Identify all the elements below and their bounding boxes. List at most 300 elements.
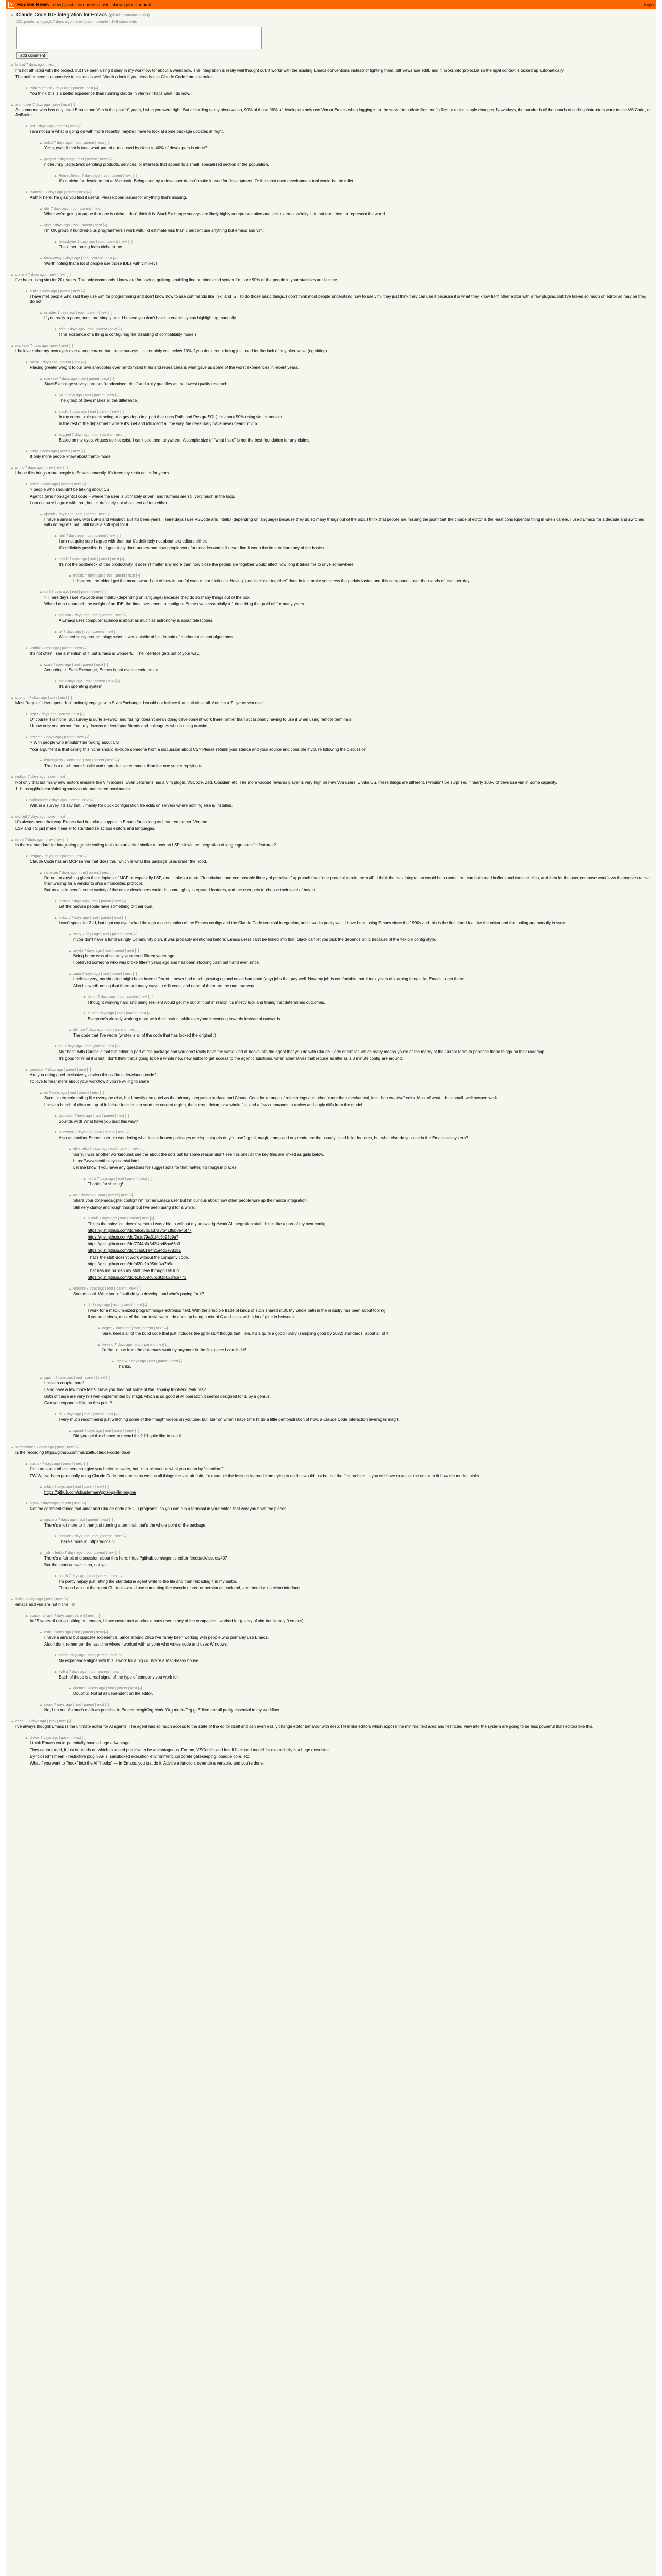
comment-upvote-icon[interactable]: ▲ bbox=[25, 1614, 28, 1618]
comment-upvote-icon[interactable]: ▲ bbox=[10, 344, 14, 348]
comment-header[interactable]: pbt 7 days ago | root | parent | next [–] bbox=[59, 680, 120, 683]
comment-paragraph: There's a fair bit of discussion about this here: https://github.com/agentic-editor-feedback/issues/407 bbox=[44, 1556, 227, 1561]
comment-upvote-icon[interactable]: ▲ bbox=[97, 1343, 101, 1347]
comment-text bbox=[15, 701, 652, 706]
comment-text bbox=[73, 977, 652, 989]
comment-header[interactable]: xvilka 7 days ago | root | parent | next [–] bbox=[59, 1670, 124, 1674]
comment-upvote-icon[interactable]: ▲ bbox=[68, 949, 72, 953]
comment-link[interactable]: https://gist.github.com/dc/e1f5c09c8bc3f1b02d4ce773 bbox=[88, 1275, 187, 1280]
comment-header[interactable]: thinkmorenoit 7 days ago | parent | next [–] bbox=[30, 87, 98, 90]
comment-paragraph: In my current role (contracting at a gov dept) in a part that uses Rails and PostgreSQL) it's about 50% using vim or neovim. bbox=[59, 415, 284, 419]
comment-upvote-icon[interactable]: ▲ bbox=[10, 273, 14, 277]
comment-header[interactable]: djrvos 7 days ago | parent | next [–] bbox=[30, 1736, 87, 1740]
comment-paragraph: While we're going to argue that one is niche, I don't think it is. StackExchange surveys are likely highly unrepresentative and lack external validity. I do not trust them to represent the world. bbox=[44, 212, 386, 216]
comment-upvote-icon[interactable]: ▲ bbox=[54, 1535, 57, 1538]
comment bbox=[10, 972, 652, 990]
comment bbox=[10, 1445, 652, 1457]
comment-link[interactable]: https://gist.github.com/dc/e8ce3d5ad7a3fb41ff5b8e4bf77 bbox=[88, 1228, 192, 1233]
comment-header[interactable]: theerw 7 days ago | root | parent | next [–] bbox=[117, 1360, 184, 1363]
comment-header[interactable]: alexw 7 days ago | parent | next [–] bbox=[30, 1502, 86, 1505]
comment-link[interactable]: https://gist.github.com/dc/bf20e1a95ddf4a7a9e bbox=[88, 1262, 174, 1266]
comment-header[interactable]: elimmeku 7 days ago | root | parent | next [–] bbox=[73, 1147, 145, 1151]
comment-indent bbox=[10, 449, 25, 461]
comment-upvote-icon[interactable]: ▲ bbox=[54, 394, 57, 397]
comment-upvote-icon[interactable]: ▲ bbox=[25, 1736, 28, 1740]
comment-text bbox=[30, 803, 652, 808]
comment-text bbox=[88, 1000, 652, 1005]
comment-header[interactable]: conjc 7 days ago | parent | next [–] bbox=[30, 450, 85, 453]
comment-header[interactable]: greycol 7 days ago | root | parent | next [–] bbox=[44, 158, 112, 161]
comment-header[interactable]: johnc 7 days ago | prev | next [–] bbox=[15, 466, 68, 470]
comment-header[interactable]: dillman 7 days ago | root | parent | next [–] bbox=[73, 1028, 141, 1032]
comment-main bbox=[44, 663, 652, 674]
comment-header[interactable]: nshrl 7 days ago | root | parent | next [–] bbox=[44, 1631, 108, 1634]
comment-main bbox=[88, 1303, 652, 1321]
comment-header[interactable]: RetiredSenior 7 days ago | root | parent | next [–] bbox=[59, 174, 137, 178]
comment-header[interactable]: dc 7 days ago | root | parent | next [–] bbox=[73, 1194, 133, 1197]
comment bbox=[10, 1147, 652, 1172]
comment-paragraph: I believed someone who was broke fifteen years ago and has been stocking cash out hand ever since. bbox=[73, 960, 260, 965]
comment-upvote-icon[interactable]: ▲ bbox=[10, 103, 14, 107]
comment-upvote-icon[interactable]: ▲ bbox=[25, 191, 28, 194]
comment-paragraph: I work for a medium-sized programming/electronics field. With the principle trade of kinds of such shared stuff. My whole path in the industry has been about tooling. bbox=[88, 1308, 387, 1313]
comment bbox=[10, 223, 652, 235]
comment bbox=[10, 815, 652, 833]
comment-header[interactable]: redhotr 7 days ago | prev | next [–] bbox=[15, 775, 71, 779]
comment-upvote-icon[interactable]: ▲ bbox=[39, 513, 43, 516]
comment-header[interactable]: rahuljain 7 days ago | root | parent | next [–] bbox=[44, 871, 114, 875]
comment-upvote-icon[interactable]: ▲ bbox=[97, 1327, 101, 1330]
comment-main bbox=[15, 63, 652, 81]
comment bbox=[10, 1343, 652, 1354]
comment bbox=[10, 613, 652, 625]
comment bbox=[10, 932, 652, 944]
comment-main bbox=[73, 972, 652, 990]
comment-upvote-icon[interactable]: ▲ bbox=[68, 574, 72, 578]
comment-indent bbox=[10, 1044, 54, 1063]
comment-text bbox=[73, 1198, 652, 1210]
comment-header[interactable]: ajsnuk 7 days ago | root | parent | next [–] bbox=[44, 513, 111, 516]
comment-indent bbox=[10, 899, 54, 911]
comment-header[interactable]: bugged 7 days ago | root | parent | next [–] bbox=[59, 433, 127, 437]
comment-main bbox=[59, 1114, 652, 1126]
comment-upvote-icon[interactable]: ▲ bbox=[39, 1551, 43, 1555]
comment-header[interactable]: _ofmullerkip 7 days ago | root | parent | next [–] bbox=[44, 1551, 120, 1555]
comment-header[interactable]: geoclaim 7 days ago | parent | next [–] bbox=[30, 1068, 91, 1072]
comment-paragraph: I very much recommend just watching some of the "magit" videos on youtube, but later on when I have time I'll do a little demonstration of how, a Claude Code interaction leverages magit. bbox=[59, 1417, 399, 1422]
comment-header[interactable]: cefreuu 7 days ago | prev | next [–] bbox=[15, 1720, 71, 1723]
comment-header[interactable]: cosmic 7 days ago | root | parent | next [–] bbox=[59, 900, 126, 903]
upvote-arrow-icon[interactable]: ▲ bbox=[10, 13, 14, 18]
comment-link[interactable]: https://github.com/sbusterman/gptel-qa-llm-engine bbox=[44, 1490, 136, 1495]
login-link[interactable]: login bbox=[643, 2, 654, 7]
comment bbox=[10, 1216, 652, 1282]
comment-paragraph: Placing greater weight to our own anecdotes over randomized trials and researches is what gave us some of the worst experiences in recent years. bbox=[30, 365, 299, 370]
comment-header[interactable]: dc 7 days ago | root | parent | next [–] bbox=[59, 1413, 119, 1416]
comment-paragraph: I'm sure some others here can give you better answers, but I'm a bit curious what you mean by "standard" bbox=[30, 1467, 223, 1471]
comment-upvote-icon[interactable]: ▲ bbox=[54, 614, 57, 617]
comment-link[interactable]: https://www.scottbaileys.com/ai.html bbox=[73, 1159, 140, 1163]
comment-upvote-icon[interactable]: ▲ bbox=[68, 972, 72, 976]
comment-paragraph: The group of devs makes all the difference. bbox=[59, 398, 138, 403]
comment-upvote-icon[interactable]: ▲ bbox=[39, 1091, 43, 1095]
comment-header[interactable]: mchlgtl 7 days ago | prev | next [–] bbox=[15, 815, 71, 819]
comment-header[interactable]: mbbb 7 days ago | root | parent | next [–] bbox=[44, 1485, 109, 1489]
comment-header[interactable]: eosdll 7 days ago | root | parent | next [–] bbox=[59, 557, 124, 561]
comment-upvote-icon[interactable]: ▲ bbox=[54, 1670, 57, 1674]
comment-header[interactable]: karthik 7 days ago | parent | next [–] bbox=[30, 647, 88, 650]
nav-link-ask[interactable]: ask bbox=[101, 2, 109, 7]
comment-upvote-icon[interactable]: ▲ bbox=[10, 1720, 14, 1723]
comment-header[interactable]: bitbsd 7 days ago | next [–] bbox=[15, 63, 59, 67]
comment-upvote-icon[interactable]: ▲ bbox=[39, 1703, 43, 1707]
comment-upvote-icon[interactable]: ▲ bbox=[25, 855, 28, 858]
comment-main bbox=[88, 1177, 652, 1189]
comment-header[interactable]: samnehmeh 7 days ago | prev | next [–] bbox=[15, 1446, 79, 1449]
comment-header[interactable]: Mhkamarel 7 days ago | parent | next [–] bbox=[30, 799, 95, 802]
comment-text bbox=[73, 937, 652, 942]
comment bbox=[10, 174, 652, 185]
comment-header[interactable]: ssitty 7 days ago | root | parent | next [–] bbox=[73, 933, 138, 936]
comment-indent bbox=[10, 1286, 68, 1298]
nav-link-comments[interactable]: comments bbox=[76, 2, 98, 7]
nav-link-past[interactable]: past bbox=[64, 2, 74, 7]
comment-upvote-icon[interactable]: ▲ bbox=[25, 361, 28, 364]
add-comment-button[interactable]: add comment bbox=[16, 52, 48, 59]
comment-upvote-icon[interactable]: ▲ bbox=[25, 799, 28, 802]
comment-upvote-icon[interactable]: ▲ bbox=[25, 290, 28, 293]
comment-text bbox=[88, 1308, 652, 1320]
comment-header[interactable]: antmuster 7 days ago | prev | next [–] bbox=[15, 103, 75, 107]
comment-link[interactable]: https://gist.github.com/dc/2e1d79a31f4c5c93c9a7 bbox=[88, 1235, 179, 1240]
comment-upvote-icon[interactable]: ▲ bbox=[39, 224, 43, 227]
comment-upvote-icon[interactable]: ▲ bbox=[54, 1045, 57, 1048]
comment-main bbox=[73, 932, 652, 944]
comment-text bbox=[15, 108, 652, 118]
comment-upvote-icon[interactable]: ▲ bbox=[10, 63, 14, 67]
comment-upvote-icon[interactable]: ▲ bbox=[54, 630, 57, 634]
comment-upvote-icon[interactable]: ▲ bbox=[54, 534, 57, 538]
comment-paragraph: But as a side benefit some variety of the editor developers could do some tightly integrated features, and the user gets to choose their level of buy-in. bbox=[44, 888, 316, 892]
comment-header[interactable]: fvvsetu 7 days ago | root | parent | next [–] bbox=[102, 1343, 170, 1347]
comment-indent bbox=[10, 871, 39, 894]
comment-header[interactable]: manzaltu 7 days ago | parent | next [–] bbox=[30, 191, 91, 194]
comment-header[interactable]: ruby6 7 days ago | parent | next [–] bbox=[30, 361, 86, 364]
comment-upvote-icon[interactable]: ▲ bbox=[25, 483, 28, 486]
comment-upvote-icon[interactable]: ▲ bbox=[68, 1194, 72, 1197]
comment-text bbox=[15, 1450, 652, 1455]
comment-header[interactable]: ppt 7 days ago | parent | next [–] bbox=[30, 125, 82, 128]
comment-upvote-icon[interactable]: ▲ bbox=[39, 759, 43, 762]
story-title[interactable]: Claude Code IDE integration for Emacs bbox=[16, 12, 107, 18]
comment-paragraph: While I don't approach the weight of an IDE, the time investment to configure Emacs was essentially a 1 time thing that paid off for many years. bbox=[44, 602, 305, 606]
comment-header[interactable]: anyrjh 7 days ago | root | parent | next [–] bbox=[73, 949, 139, 953]
comment-header[interactable]: throwaway 7 days ago | root | parent | next [–] bbox=[44, 257, 118, 260]
comment-text bbox=[44, 876, 652, 893]
comment-upvote-icon[interactable]: ▲ bbox=[54, 328, 57, 331]
comment-indent bbox=[10, 174, 54, 185]
comment-header[interactable]: hinks 7 days ago | parent | next [–] bbox=[30, 290, 85, 293]
comment-header[interactable]: bojet 7 days ago | parent | next [–] bbox=[30, 713, 85, 716]
comment-upvote-icon[interactable]: ▲ bbox=[54, 174, 57, 178]
comment bbox=[10, 256, 652, 268]
comment-paragraph: Share your dotemacs/gptel config? I'm not an Emacs user but I'm curious about how other people wire up their editor integration. bbox=[73, 1198, 308, 1203]
comment-indent bbox=[10, 1326, 97, 1338]
comment-indent bbox=[10, 1614, 25, 1625]
comment-upvote-icon[interactable]: ▲ bbox=[39, 1376, 43, 1380]
comment-paragraph: In 15 years of using nothing but emacs, I have never met another emacs user in any of the companies I worked for (plenty of vim but literally 0 emacs) bbox=[30, 1619, 304, 1623]
comment-upvote-icon[interactable]: ▲ bbox=[68, 1147, 72, 1151]
comment-paragraph: I hope this brings more people to Emacs honestly. It's been my main editor for years. bbox=[15, 471, 170, 476]
comment-text bbox=[59, 539, 652, 551]
comment-upvote-icon[interactable]: ▲ bbox=[39, 141, 43, 145]
comment-upvote-icon[interactable]: ▲ bbox=[54, 240, 57, 244]
comment-link[interactable]: https://gist.github.com/dc/7744bfa5d2f4bd8aa66a3 bbox=[88, 1242, 180, 1246]
comment-upvote-icon[interactable]: ▲ bbox=[39, 1518, 43, 1522]
comment-text bbox=[59, 1136, 652, 1141]
nav-link-jobs[interactable]: jobs bbox=[126, 2, 135, 7]
comment-upvote-icon[interactable]: ▲ bbox=[10, 696, 14, 700]
comment-main bbox=[44, 223, 652, 235]
comment-upvote-icon[interactable]: ▲ bbox=[10, 466, 14, 470]
comment bbox=[10, 63, 652, 81]
comment-upvote-icon[interactable]: ▲ bbox=[39, 590, 43, 594]
comment-upvote-icon[interactable]: ▲ bbox=[68, 1028, 72, 1032]
comment-indent bbox=[10, 1067, 25, 1086]
comment bbox=[10, 1067, 652, 1086]
comment-header[interactable]: moso 7 days ago | root | parent | next [–] bbox=[44, 1703, 109, 1707]
comment-upvote-icon[interactable]: ▲ bbox=[10, 838, 14, 842]
comment-header[interactable]: zaaa 7 days ago | root | parent | next [–] bbox=[73, 972, 137, 976]
comment-text bbox=[44, 146, 652, 151]
comment bbox=[10, 838, 652, 850]
comment-header[interactable]: bofh 7 days ago | root | parent | next [–] bbox=[59, 328, 122, 331]
comment-header[interactable]: sgarrit 7 days ago | root | parent | next [–] bbox=[44, 1376, 110, 1380]
comment bbox=[10, 449, 652, 461]
comment-paragraph: No, I do not. As much math as possible in Emacs. MagitOrg Mode/Org mode/Org gitEdited are all pretty essential to my workflow. bbox=[44, 1708, 280, 1713]
comment bbox=[10, 1614, 652, 1625]
comment-paragraph: Is there a standard for integrating agentic coding tools into an editor similar to how an LSP allows the integration of language-specific features? bbox=[15, 843, 276, 848]
comment-header[interactable]: ptisch 7 days ago | parent | next [–] bbox=[30, 483, 86, 486]
comment-indent bbox=[10, 1686, 68, 1698]
comment-main bbox=[44, 871, 652, 894]
comment-upvote-icon[interactable]: ▲ bbox=[54, 916, 57, 920]
comment-upvote-icon[interactable]: ▲ bbox=[54, 1574, 57, 1578]
comment-upvote-icon[interactable]: ▲ bbox=[82, 1012, 86, 1015]
comment bbox=[10, 1597, 652, 1609]
comment-paragraph: niche /nɪːʃ/ (adjective): denoting products, services, or interests that appeal to a small, specialized section of the population. bbox=[44, 162, 269, 167]
comment-paragraph: I have a similar but opposite experience. Since around 2015 I've rarely been working with people who primarily use Emacs. bbox=[44, 1635, 269, 1640]
comment-upvote-icon[interactable]: ▲ bbox=[111, 1360, 115, 1363]
comment-upvote-icon[interactable]: ▲ bbox=[82, 1303, 86, 1307]
comment-upvote-icon[interactable]: ▲ bbox=[25, 1462, 28, 1466]
comment-header[interactable]: ojodana 7 days ago | root | parent | next [–] bbox=[44, 1518, 113, 1522]
comment-text bbox=[102, 1331, 652, 1336]
comment-text bbox=[15, 278, 652, 283]
comment-upvote-icon[interactable]: ▲ bbox=[10, 815, 14, 819]
comment-header[interactable]: treesio 7 days ago | root | parent | next [–] bbox=[73, 574, 140, 578]
comment bbox=[10, 433, 652, 445]
comment-upvote-icon[interactable]: ▲ bbox=[68, 1687, 72, 1690]
comment-header[interactable]: markeek 7 days ago | prev | next [–] bbox=[15, 344, 73, 348]
comment-main bbox=[73, 573, 652, 585]
comment-header[interactable]: ecoisite 7 days ago | root | parent | next [–] bbox=[73, 1287, 141, 1291]
comment-upvote-icon[interactable]: ▲ bbox=[10, 775, 14, 779]
comment-header[interactable]: aiuto 7 days ago | root | parent | next [–] bbox=[88, 1012, 152, 1015]
comment-upvote-icon[interactable]: ▲ bbox=[25, 647, 28, 650]
comment-upvote-icon[interactable]: ▲ bbox=[54, 680, 57, 683]
comment-indent bbox=[10, 1462, 25, 1480]
nav-link-new[interactable]: new bbox=[53, 2, 61, 7]
comment-text bbox=[30, 454, 652, 460]
comment-header[interactable]: mhfsi 7 days ago | prev | next [–] bbox=[15, 838, 68, 842]
comment-main bbox=[59, 1044, 652, 1063]
comment-main bbox=[44, 1630, 652, 1649]
comment-upvote-icon[interactable]: ▲ bbox=[54, 410, 57, 414]
comment-header[interactable]: cjnb 7 days ago | root | parent | next [–] bbox=[44, 224, 107, 227]
comment-main bbox=[59, 393, 652, 405]
comment-main bbox=[59, 899, 652, 911]
comment-upvote-icon[interactable]: ▲ bbox=[54, 900, 57, 903]
comment-header[interactable]: daemon 7 days ago | root | parent | next [–] bbox=[73, 1687, 142, 1690]
comment-header[interactable]: lemongrass 7 days ago | root | parent | next [–] bbox=[44, 759, 119, 762]
comment-upvote-icon[interactable]: ▲ bbox=[25, 450, 28, 453]
comment-header[interactable]: ruhl 7 days ago | root | parent | next [–] bbox=[59, 534, 121, 538]
comment-indent bbox=[10, 613, 54, 625]
comment-paragraph: > There days I use VSCode and IntelliJ (depending on language) because they do so many things out of the box. bbox=[44, 595, 251, 600]
comment-paragraph: I'd love to hear more about your workflow if you're willing to share. bbox=[30, 1079, 151, 1084]
comment-header[interactable]: fellowbytes 7 days ago | root | parent | next [–] bbox=[59, 240, 133, 244]
comment-header[interactable]: ncgee 7 days ago | root | parent | next [–] bbox=[102, 1327, 168, 1330]
y-logo-icon[interactable]: Y bbox=[8, 2, 14, 8]
comment-header[interactable]: ahatem 7 days ago | root | parent | next [–] bbox=[59, 614, 127, 617]
comment-header[interactable]: mhfsi 7 days ago | root | parent | next [–] bbox=[88, 1177, 152, 1181]
comment-header[interactable]: stackr 7 days ago | root | parent | next [–] bbox=[59, 410, 124, 414]
comment-indent bbox=[10, 141, 39, 152]
comment-header[interactable]: ajsnuk 7 days ago | root | parent | next [–] bbox=[88, 1217, 154, 1221]
comment-header[interactable]: geoclaim 7 days ago | root | parent | next [–] bbox=[59, 1114, 129, 1118]
comment-header[interactable]: nocture 7 days ago | root | parent | next [–] bbox=[59, 1535, 127, 1538]
comment-upvote-icon[interactable]: ▲ bbox=[39, 377, 43, 381]
comment-header[interactable]: tel 7 days ago | root | parent | next [–] bbox=[59, 630, 119, 634]
comment-upvote-icon[interactable]: ▲ bbox=[25, 1502, 28, 1505]
comment-upvote-icon[interactable]: ▲ bbox=[25, 736, 28, 739]
comment-upvote-icon[interactable]: ▲ bbox=[39, 311, 43, 315]
comment-upvote-icon[interactable]: ▲ bbox=[54, 1654, 57, 1657]
story-site[interactable]: (github.com/manzaltu) bbox=[109, 13, 150, 18]
comment-upvote-icon[interactable]: ▲ bbox=[39, 871, 43, 875]
comment-textarea[interactable] bbox=[16, 27, 262, 49]
comment-upvote-icon[interactable]: ▲ bbox=[10, 1598, 14, 1601]
comment-header[interactable]: ttkrbh 7 days ago | root | parent | next [–] bbox=[88, 995, 153, 999]
comment-paragraph: I'm OK group if hundred-plus programmers I work with, I'd estimate less than 5 percent use anything but emacs and vim. bbox=[44, 228, 264, 233]
comment-header[interactable]: hickory 7 days ago | root | parent | next [–] bbox=[59, 916, 126, 920]
comment-upvote-icon[interactable]: ▲ bbox=[25, 87, 28, 90]
comment-paragraph: It's a niche for development at Microsoft. Being used by a developer doesn't make it used for development. Or the most used development tool would be the toilet. bbox=[59, 179, 355, 183]
comment-upvote-icon[interactable]: ▲ bbox=[54, 433, 57, 437]
comment-upvote-icon[interactable]: ▲ bbox=[39, 158, 43, 161]
comment-upvote-icon[interactable]: ▲ bbox=[68, 1429, 72, 1433]
comment-upvote-icon[interactable]: ▲ bbox=[82, 1217, 86, 1221]
comment-upvote-icon[interactable]: ▲ bbox=[39, 1485, 43, 1489]
comment-header[interactable]: dzaa 7 days ago | root | parent | next [–] bbox=[44, 663, 108, 667]
comment-text bbox=[44, 764, 652, 769]
comment-upvote-icon[interactable]: ▲ bbox=[54, 1114, 57, 1118]
comment-header[interactable]: spxnuk 7 days ago | parent | next [–] bbox=[30, 1462, 88, 1466]
comment-header[interactable]: jxa 7 days ago | root | parent | next [–] bbox=[59, 394, 120, 397]
comment-upvote-icon[interactable]: ▲ bbox=[39, 257, 43, 260]
comment-upvote-icon[interactable]: ▲ bbox=[82, 995, 86, 999]
comment-header[interactable]: dc 7 days ago | root | parent | next [–] bbox=[44, 1091, 104, 1095]
comment-upvote-icon[interactable]: ▲ bbox=[54, 1131, 57, 1134]
comment-header[interactable]: tjekeme 7 days ago | parent | next [–] bbox=[30, 736, 89, 739]
comment-header[interactable]: unkol 7 days ago | root | parent | next [–] bbox=[44, 141, 109, 145]
comment-upvote-icon[interactable]: ▲ bbox=[68, 933, 72, 936]
nav-separator: | bbox=[123, 2, 125, 7]
comment-header[interactable]: sportom 7 days ago | prev | next [–] bbox=[15, 696, 72, 700]
comment-header[interactable]: xvilka 7 days ago | prev | next [–] bbox=[15, 1598, 68, 1601]
comment-header[interactable]: muromec 7 days ago | root | parent | next [–] bbox=[59, 1131, 130, 1134]
comment-text bbox=[59, 562, 652, 567]
comment-upvote-icon[interactable]: ▲ bbox=[39, 663, 43, 667]
comment-header[interactable]: ruhl 7 days ago | root | parent | next [–] bbox=[44, 590, 106, 594]
comment-upvote-icon[interactable]: ▲ bbox=[68, 1287, 72, 1291]
comment-upvote-icon[interactable]: ▲ bbox=[39, 1631, 43, 1634]
comment bbox=[10, 327, 652, 339]
comment-upvote-icon[interactable]: ▲ bbox=[25, 125, 28, 128]
nav-link-submit[interactable]: submit bbox=[137, 2, 152, 7]
nav-link-show[interactable]: show bbox=[111, 2, 123, 7]
comment-header[interactable]: netguy 7 days ago | parent | next [–] bbox=[30, 855, 88, 858]
comment-indent bbox=[10, 646, 25, 658]
comment-text bbox=[30, 487, 652, 506]
comment-text bbox=[15, 1602, 652, 1607]
comment-main bbox=[30, 449, 652, 461]
comment-text bbox=[44, 1708, 652, 1713]
comment-upvote-icon[interactable]: ▲ bbox=[10, 1446, 14, 1449]
comment-link[interactable]: 1. https://github.com/alefragnani/vscode-numbered-bookmarks bbox=[15, 787, 130, 791]
comment-indent bbox=[10, 1130, 54, 1142]
comment-header[interactable]: hpdc 7 days ago | root | parent | next [–] bbox=[59, 1654, 123, 1657]
comment-upvote-icon[interactable]: ▲ bbox=[54, 1413, 57, 1416]
comment-header[interactable]: hutch 7 days ago | root | parent | next [–] bbox=[59, 1574, 124, 1578]
comment-header[interactable]: stefanv 7 days ago | prev | next [–] bbox=[15, 273, 71, 277]
comment-link[interactable]: https://gist.github.com/dc/ccab01e4f21e4d5e7d3b1 bbox=[88, 1248, 181, 1253]
comment-text bbox=[59, 415, 652, 427]
comment-upvote-icon[interactable]: ▲ bbox=[25, 1068, 28, 1072]
comment-header[interactable]: dc 7 days ago | root | parent | next [–] bbox=[88, 1303, 147, 1307]
site-name-link[interactable]: Hacker News bbox=[17, 2, 49, 8]
comment-upvote-icon[interactable]: ▲ bbox=[54, 557, 57, 561]
comment-header[interactable]: spacemanspiff 7 days ago | parent | next [–] bbox=[30, 1614, 100, 1618]
comment-header[interactable]: dlw 7 days ago | root | parent | next [–] bbox=[44, 207, 106, 211]
comment-header[interactable]: sgarrit 7 days ago | root | parent | next [–] bbox=[73, 1429, 139, 1433]
comment-header[interactable]: simplex 7 days ago | root | parent | next [–] bbox=[44, 311, 112, 315]
comment-upvote-icon[interactable]: ▲ bbox=[39, 207, 43, 211]
comment-main bbox=[44, 207, 652, 218]
comment-header[interactable]: markeek 7 days ago | root | parent | next [–] bbox=[44, 377, 114, 381]
comment-upvote-icon[interactable]: ▲ bbox=[82, 1177, 86, 1181]
comment-main bbox=[44, 1518, 652, 1530]
comment-text bbox=[73, 1152, 652, 1171]
comment bbox=[10, 360, 652, 372]
comment bbox=[10, 735, 652, 754]
comment bbox=[10, 1462, 652, 1480]
comment-upvote-icon[interactable]: ▲ bbox=[25, 713, 28, 716]
comment-header[interactable]: ajn 7 days ago | root | parent | next [–] bbox=[59, 1045, 120, 1048]
comment-text bbox=[59, 179, 652, 184]
comment-paragraph: > With people who shouldn't be talking about CS bbox=[30, 740, 119, 745]
